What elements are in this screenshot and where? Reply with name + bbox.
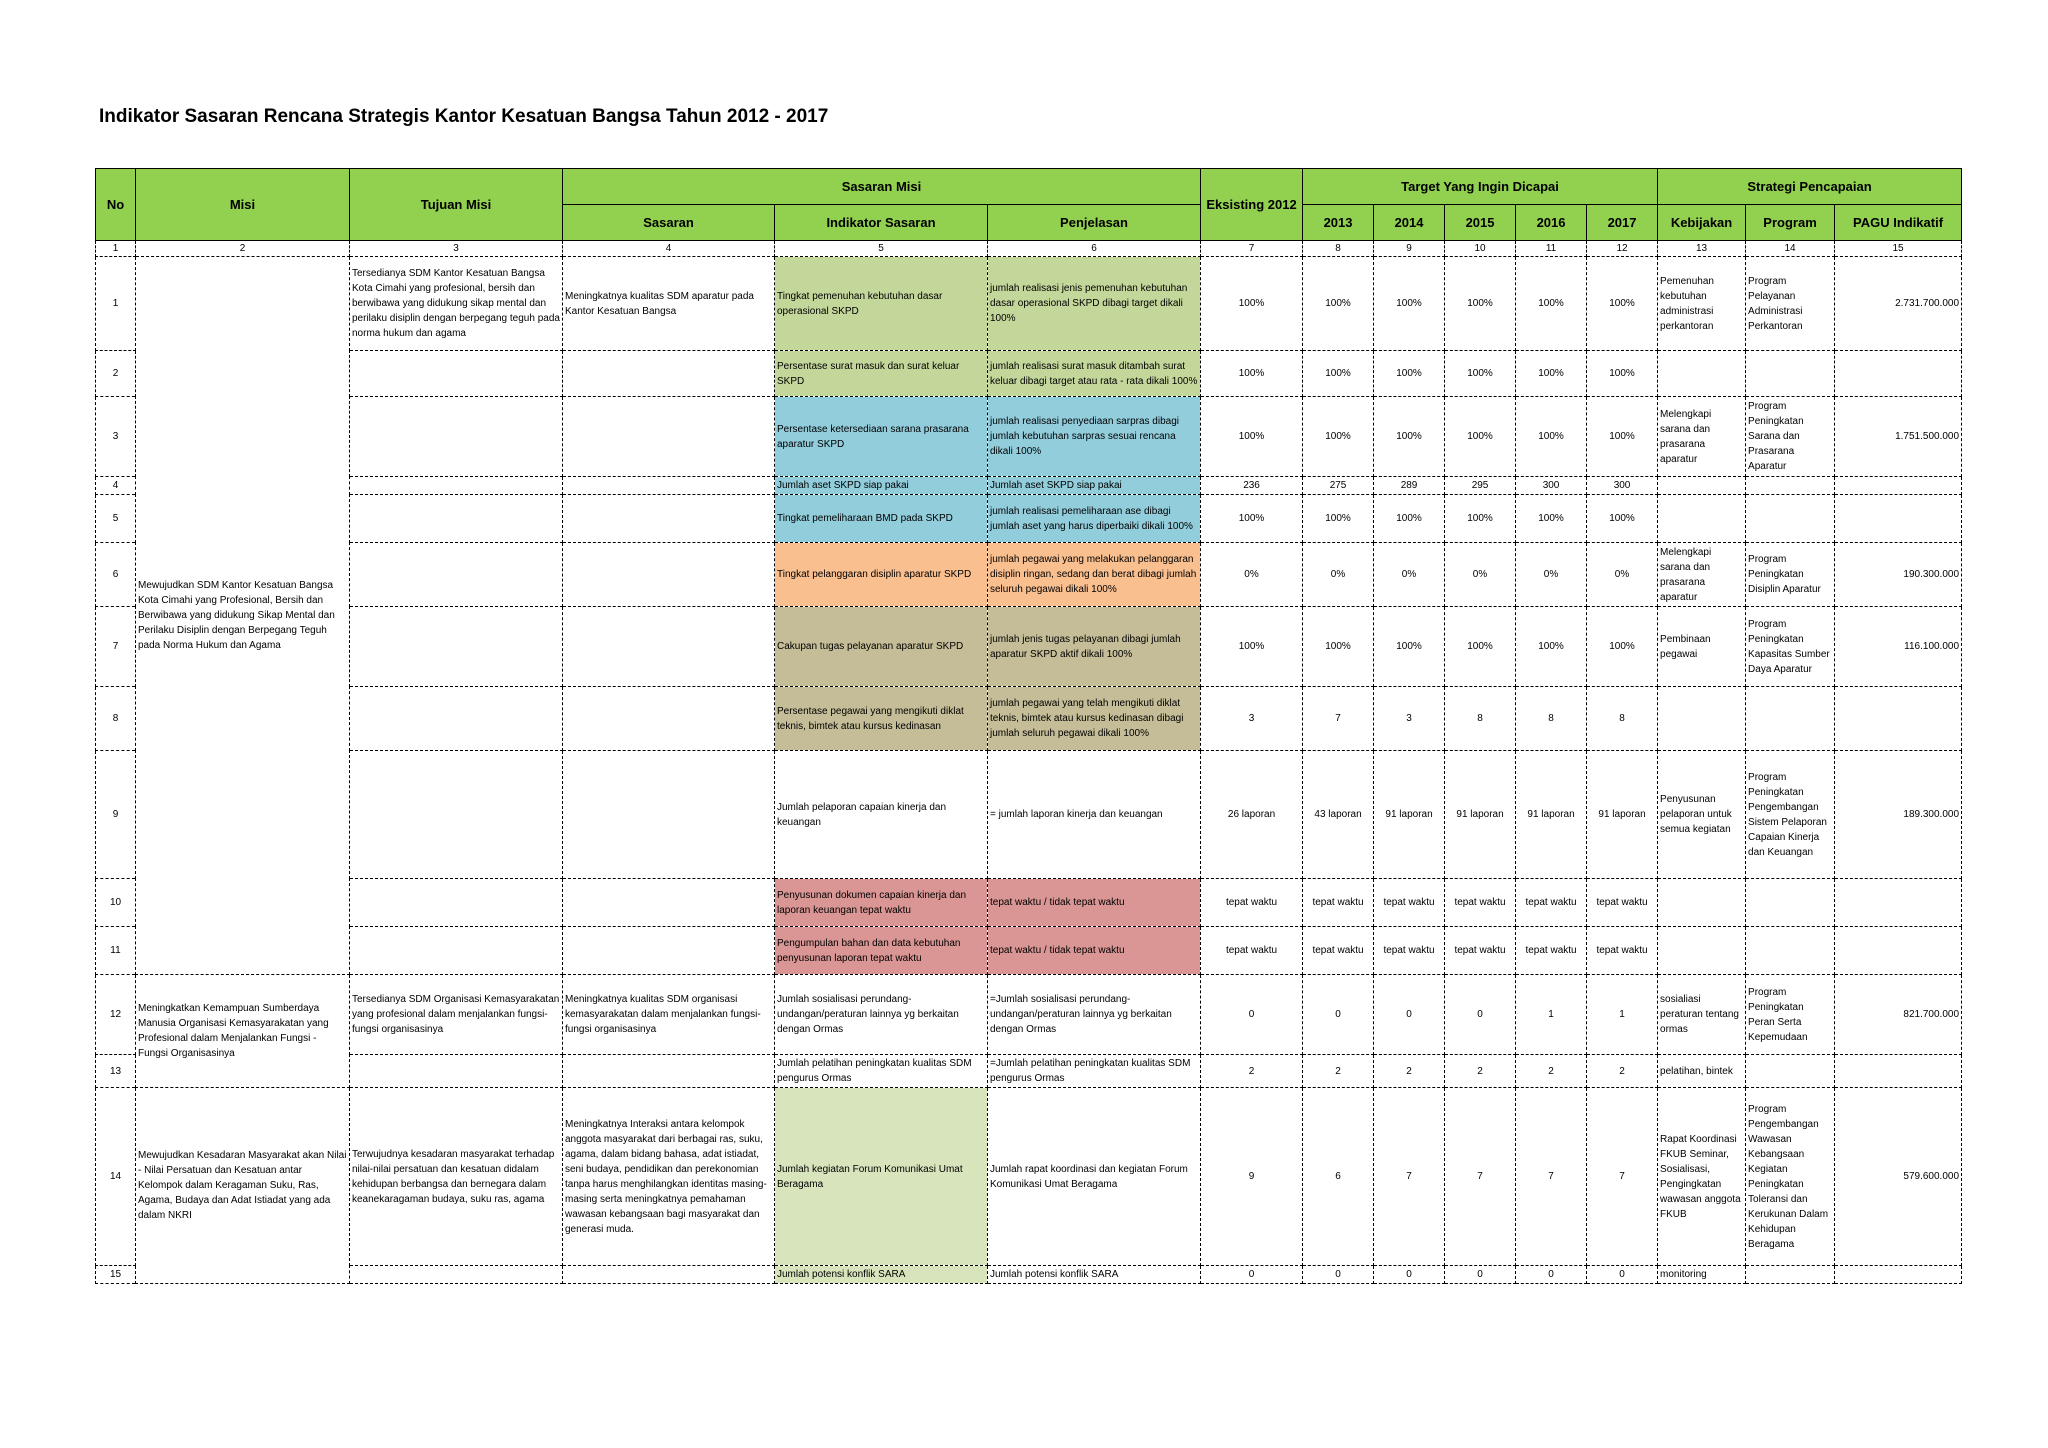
eksisting-cell: 0: [1201, 1266, 1303, 1284]
target-2016-cell: 300: [1516, 477, 1587, 495]
tujuan-cell: [350, 927, 563, 975]
target-2013-cell: 100%: [1303, 351, 1374, 397]
table-row: [96, 607, 1962, 687]
table-row: [96, 687, 1962, 751]
target-2015-cell: 7: [1445, 1088, 1516, 1266]
target-2013-cell: 43 laporan: [1303, 751, 1374, 879]
pagu-cell: [1835, 351, 1962, 397]
target-2013-cell: 100%: [1303, 257, 1374, 351]
row-number: 10: [96, 879, 136, 927]
target-2017-cell: 1: [1587, 975, 1658, 1055]
tujuan-cell: [350, 607, 563, 687]
program-cell: Program Peningkatan Disiplin Aparatur: [1746, 543, 1835, 607]
header-eksisting: Eksisting 2012: [1201, 169, 1303, 241]
sasaran-cell: [563, 1055, 775, 1088]
eksisting-cell: 100%: [1201, 495, 1303, 543]
program-cell: [1746, 879, 1835, 927]
pagu-cell: 116.100.000: [1835, 607, 1962, 687]
column-number: 7: [1201, 241, 1303, 257]
sasaran-cell: [563, 477, 775, 495]
target-2014-cell: 100%: [1374, 257, 1445, 351]
target-2014-cell: 2: [1374, 1055, 1445, 1088]
target-2013-cell: tepat waktu: [1303, 879, 1374, 927]
header-year-2015: 2015: [1445, 205, 1516, 241]
penjelasan-cell: tepat waktu / tidak tepat waktu: [988, 879, 1201, 927]
header-tujuan-misi: Tujuan Misi: [350, 169, 563, 241]
kebijakan-cell: [1658, 879, 1746, 927]
column-number: 2: [136, 241, 350, 257]
tujuan-cell: Tersedianya SDM Kantor Kesatuan Bangsa Kota Cimahi yang profesional, bersih dan berwibawa yang didukung sikap mental dan perilaku disiplin dengan berpegang teguh pada norma hukum dan agama: [350, 257, 563, 351]
eksisting-cell: 236: [1201, 477, 1303, 495]
target-2013-cell: 0: [1303, 975, 1374, 1055]
target-2016-cell: 91 laporan: [1516, 751, 1587, 879]
table-row: [96, 879, 1962, 927]
target-2015-cell: 100%: [1445, 397, 1516, 477]
target-2016-cell: tepat waktu: [1516, 879, 1587, 927]
tujuan-cell: [350, 879, 563, 927]
tujuan-cell: [350, 543, 563, 607]
misi-cell: Meningkatkan Kemampuan Sumberdaya Manusia Organisasi Kemasyarakatan yang Profesional dalam Menjalankan Fungsi - Fungsi Organisasinya: [136, 975, 350, 1088]
header-misi: Misi: [136, 169, 350, 241]
sasaran-cell: [563, 751, 775, 879]
pagu-cell: 1.751.500.000: [1835, 397, 1962, 477]
header-strategi: Strategi Pencapaian: [1658, 169, 1962, 205]
indikator-cell: Tingkat pelanggaran disiplin aparatur SKPD: [775, 543, 988, 607]
sasaran-cell: [563, 495, 775, 543]
eksisting-cell: 0: [1201, 975, 1303, 1055]
target-2017-cell: 2: [1587, 1055, 1658, 1088]
eksisting-cell: 3: [1201, 687, 1303, 751]
penjelasan-cell: jumlah pegawai yang melakukan pelanggaran disiplin ringan, sedang dan berat dibagi jumlah seluruh pegawai dikali 100%: [988, 543, 1201, 607]
program-cell: Program Pengembangan Wawasan Kebangsaan Kegiatan Peningkatan Toleransi dan Kerukunan Dalam Kehidupan Beragama: [1746, 1088, 1835, 1266]
indikator-cell: Penyusunan dokumen capaian kinerja dan laporan keuangan tepat waktu: [775, 879, 988, 927]
pagu-cell: 821.700.000: [1835, 975, 1962, 1055]
row-number: 8: [96, 687, 136, 751]
column-number: 4: [563, 241, 775, 257]
penjelasan-cell: jumlah pegawai yang telah mengikuti diklat teknis, bimtek atau kursus kedinasan dibagi jumlah seluruh pegawai dikali 100%: [988, 687, 1201, 751]
pagu-cell: [1835, 927, 1962, 975]
table-row: [96, 397, 1962, 477]
program-cell: [1746, 687, 1835, 751]
pagu-cell: [1835, 1055, 1962, 1088]
column-number: 15: [1835, 241, 1962, 257]
target-2014-cell: tepat waktu: [1374, 927, 1445, 975]
penjelasan-cell: Jumlah potensi konflik SARA: [988, 1266, 1201, 1284]
target-2017-cell: 100%: [1587, 607, 1658, 687]
row-number: 9: [96, 751, 136, 879]
eksisting-cell: 100%: [1201, 257, 1303, 351]
tujuan-cell: Tersedianya SDM Organisasi Kemasyarakatan yang profesional dalam menjalankan fungsi-fungsi organisasinya: [350, 975, 563, 1055]
program-cell: Program Peningkatan Peran Serta Kepemudaan: [1746, 975, 1835, 1055]
indikator-cell: Jumlah potensi konflik SARA: [775, 1266, 988, 1284]
header-kebijakan: Kebijakan: [1658, 205, 1746, 241]
kebijakan-cell: [1658, 927, 1746, 975]
header-penjelasan: Penjelasan: [988, 205, 1201, 241]
target-2014-cell: 0: [1374, 1266, 1445, 1284]
target-2013-cell: 275: [1303, 477, 1374, 495]
penjelasan-cell: jumlah jenis tugas pelayanan dibagi jumlah aparatur SKPD aktif dikali 100%: [988, 607, 1201, 687]
target-2016-cell: 8: [1516, 687, 1587, 751]
indikator-cell: Jumlah pelatihan peningkatan kualitas SDM pengurus Ormas: [775, 1055, 988, 1088]
table-row: [96, 1266, 1962, 1284]
table-row: [96, 1055, 1962, 1088]
indikator-cell: Tingkat pemenuhan kebutuhan dasar operasional SKPD: [775, 257, 988, 351]
target-2017-cell: 0%: [1587, 543, 1658, 607]
header-year-2017: 2017: [1587, 205, 1658, 241]
target-2014-cell: 7: [1374, 1088, 1445, 1266]
indikator-cell: Jumlah kegiatan Forum Komunikasi Umat Beragama: [775, 1088, 988, 1266]
target-2014-cell: 289: [1374, 477, 1445, 495]
column-number: 13: [1658, 241, 1746, 257]
sasaran-cell: [563, 351, 775, 397]
penjelasan-cell: jumlah realisasi pemeliharaan ase dibagi jumlah aset yang harus diperbaiki dikali 100%: [988, 495, 1201, 543]
target-2014-cell: 0%: [1374, 543, 1445, 607]
indikator-cell: Jumlah aset SKPD siap pakai: [775, 477, 988, 495]
row-number: 1: [96, 257, 136, 351]
target-2015-cell: 0: [1445, 1266, 1516, 1284]
eksisting-cell: tepat waktu: [1201, 879, 1303, 927]
misi-cell: Mewujudkan SDM Kantor Kesatuan Bangsa Kota Cimahi yang Profesional, Bersih dan Berwibawa yang didukung Sikap Mental dan Perilaku Disiplin dengan Berpegang Teguh pada Norma Hukum dan Agama: [136, 257, 350, 975]
target-2013-cell: 6: [1303, 1088, 1374, 1266]
kebijakan-cell: [1658, 495, 1746, 543]
pagu-cell: 189.300.000: [1835, 751, 1962, 879]
column-number: 6: [988, 241, 1201, 257]
sasaran-cell: Meningkatnya kualitas SDM organisasi kemasyarakatan dalam menjalankan fungsi-fungsi organisasinya: [563, 975, 775, 1055]
penjelasan-cell: jumlah realisasi surat masuk ditambah surat keluar dibagi target atau rata - rata dikali 100%: [988, 351, 1201, 397]
target-2016-cell: 100%: [1516, 495, 1587, 543]
indikator-cell: Tingkat pemeliharaan BMD pada SKPD: [775, 495, 988, 543]
tujuan-cell: [350, 687, 563, 751]
column-number: 14: [1746, 241, 1835, 257]
row-number: 2: [96, 351, 136, 397]
tujuan-cell: [350, 397, 563, 477]
target-2015-cell: tepat waktu: [1445, 879, 1516, 927]
column-number: 8: [1303, 241, 1374, 257]
pagu-cell: 579.600.000: [1835, 1088, 1962, 1266]
program-cell: Program Peningkatan Pengembangan Sistem Pelaporan Capaian Kinerja dan Keuangan: [1746, 751, 1835, 879]
row-number: 12: [96, 975, 136, 1055]
sasaran-cell: [563, 543, 775, 607]
target-2017-cell: tepat waktu: [1587, 927, 1658, 975]
program-cell: [1746, 1055, 1835, 1088]
target-2017-cell: 100%: [1587, 397, 1658, 477]
tujuan-cell: [350, 495, 563, 543]
column-number: 1: [96, 241, 136, 257]
target-2013-cell: 0: [1303, 1266, 1374, 1284]
indikator-cell: Pengumpulan bahan dan data kebutuhan penyusunan laporan tepat waktu: [775, 927, 988, 975]
target-2014-cell: 100%: [1374, 607, 1445, 687]
kebijakan-cell: Penyusunan pelaporan untuk semua kegiatan: [1658, 751, 1746, 879]
target-2014-cell: 100%: [1374, 495, 1445, 543]
program-cell: [1746, 1266, 1835, 1284]
target-2017-cell: 100%: [1587, 257, 1658, 351]
table-row: [96, 495, 1962, 543]
program-cell: Program Peningkatan Sarana dan Prasarana Aparatur: [1746, 397, 1835, 477]
tujuan-cell: [350, 1266, 563, 1284]
kebijakan-cell: sosialiasi peraturan tentang ormas: [1658, 975, 1746, 1055]
target-2013-cell: 7: [1303, 687, 1374, 751]
tujuan-cell: [350, 751, 563, 879]
target-2016-cell: 1: [1516, 975, 1587, 1055]
target-2015-cell: 295: [1445, 477, 1516, 495]
target-2014-cell: 3: [1374, 687, 1445, 751]
eksisting-cell: 9: [1201, 1088, 1303, 1266]
kebijakan-cell: pelatihan, bintek: [1658, 1055, 1746, 1088]
indikator-cell: Jumlah pelaporan capaian kinerja dan keuangan: [775, 751, 988, 879]
pagu-cell: 190.300.000: [1835, 543, 1962, 607]
misi-cell: Mewujudkan Kesadaran Masyarakat akan Nilai - Nilai Persatuan dan Kesatuan antar Kelompok dalam Keragaman Suku, Ras, Agama, Budaya dan Adat Istiadat yang ada dalam NKRI: [136, 1088, 350, 1284]
indikator-cell: Jumlah sosialisasi perundang-undangan/peraturan lainnya yg berkaitan dengan Ormas: [775, 975, 988, 1055]
table-row: [96, 1088, 1962, 1266]
target-2013-cell: 100%: [1303, 495, 1374, 543]
target-2016-cell: 100%: [1516, 351, 1587, 397]
kebijakan-cell: [1658, 351, 1746, 397]
program-cell: [1746, 477, 1835, 495]
header-no: No: [96, 169, 136, 241]
kebijakan-cell: [1658, 687, 1746, 751]
row-number: 11: [96, 927, 136, 975]
indikator-cell: Persentase pegawai yang mengikuti diklat teknis, bimtek atau kursus kedinasan: [775, 687, 988, 751]
target-2017-cell: 8: [1587, 687, 1658, 751]
column-number: 9: [1374, 241, 1445, 257]
eksisting-cell: tepat waktu: [1201, 927, 1303, 975]
row-number: 13: [96, 1055, 136, 1088]
target-2014-cell: 0: [1374, 975, 1445, 1055]
target-2017-cell: 300: [1587, 477, 1658, 495]
column-number: 10: [1445, 241, 1516, 257]
target-2015-cell: 91 laporan: [1445, 751, 1516, 879]
indikator-cell: Persentase ketersediaan sarana prasarana aparatur SKPD: [775, 397, 988, 477]
target-2013-cell: tepat waktu: [1303, 927, 1374, 975]
tujuan-cell: [350, 1055, 563, 1088]
sasaran-cell: [563, 927, 775, 975]
target-2015-cell: tepat waktu: [1445, 927, 1516, 975]
eksisting-cell: 26 laporan: [1201, 751, 1303, 879]
row-number: 15: [96, 1266, 136, 1284]
header-year-2016: 2016: [1516, 205, 1587, 241]
kebijakan-cell: Rapat Koordinasi FKUB Seminar, Sosialisasi, Pengingkatan wawasan anggota FKUB: [1658, 1088, 1746, 1266]
row-number: 6: [96, 543, 136, 607]
column-number: 5: [775, 241, 988, 257]
pagu-cell: [1835, 687, 1962, 751]
penjelasan-cell: jumlah realisasi jenis pemenuhan kebutuhan dasar operasional SKPD dibagi target dikali 100%: [988, 257, 1201, 351]
row-number: 14: [96, 1088, 136, 1266]
target-2015-cell: 100%: [1445, 607, 1516, 687]
sasaran-cell: [563, 1266, 775, 1284]
target-2013-cell: 100%: [1303, 397, 1374, 477]
target-2015-cell: 0%: [1445, 543, 1516, 607]
penjelasan-cell: = jumlah laporan kinerja dan keuangan: [988, 751, 1201, 879]
header-year-2014: 2014: [1374, 205, 1445, 241]
target-2013-cell: 100%: [1303, 607, 1374, 687]
program-cell: Program Peningkatan Kapasitas Sumber Daya Aparatur: [1746, 607, 1835, 687]
pagu-cell: [1835, 477, 1962, 495]
target-2016-cell: 100%: [1516, 607, 1587, 687]
eksisting-cell: 100%: [1201, 397, 1303, 477]
target-2013-cell: 2: [1303, 1055, 1374, 1088]
header-indikator: Indikator Sasaran: [775, 205, 988, 241]
target-2014-cell: 100%: [1374, 351, 1445, 397]
target-2016-cell: 100%: [1516, 257, 1587, 351]
header-program: Program: [1746, 205, 1835, 241]
table-row: [96, 975, 1962, 1055]
target-2016-cell: 100%: [1516, 397, 1587, 477]
penjelasan-cell: Jumlah rapat koordinasi dan kegiatan Forum Komunikasi Umat Beragama: [988, 1088, 1201, 1266]
target-2016-cell: 0: [1516, 1266, 1587, 1284]
header-sasaran: Sasaran: [563, 205, 775, 241]
row-number: 5: [96, 495, 136, 543]
target-2015-cell: 0: [1445, 975, 1516, 1055]
page-title: Indikator Sasaran Rencana Strategis Kantor Kesatuan Bangsa Tahun 2012 - 2017: [99, 106, 829, 127]
target-2014-cell: 91 laporan: [1374, 751, 1445, 879]
program-cell: [1746, 351, 1835, 397]
table-row: [96, 477, 1962, 495]
program-cell: [1746, 495, 1835, 543]
kebijakan-cell: Pembinaan pegawai: [1658, 607, 1746, 687]
table-row: [96, 751, 1962, 879]
sasaran-cell: [563, 397, 775, 477]
tujuan-cell: Terwujudnya kesadaran masyarakat terhadap nilai-nilai persatuan dan kesatuan didalam kehidupan berbangsa dan bernegara dalam keanekaragaman budaya, suku ras, agama: [350, 1088, 563, 1266]
tujuan-cell: [350, 477, 563, 495]
target-2017-cell: 0: [1587, 1266, 1658, 1284]
row-number: 3: [96, 397, 136, 477]
kebijakan-cell: Pemenuhan kebutuhan administrasi perkantoran: [1658, 257, 1746, 351]
program-cell: [1746, 927, 1835, 975]
sasaran-cell: Meningkatnya kualitas SDM aparatur pada Kantor Kesatuan Bangsa: [563, 257, 775, 351]
penjelasan-cell: =Jumlah pelatihan peningkatan kualitas SDM pengurus Ormas: [988, 1055, 1201, 1088]
penjelasan-cell: jumlah realisasi penyediaan sarpras dibagi jumlah kebutuhan sarpras sesuai rencana dikali 100%: [988, 397, 1201, 477]
row-number: 7: [96, 607, 136, 687]
target-2015-cell: 2: [1445, 1055, 1516, 1088]
pagu-cell: 2.731.700.000: [1835, 257, 1962, 351]
header-year-2013: 2013: [1303, 205, 1374, 241]
sasaran-cell: [563, 687, 775, 751]
target-2015-cell: 100%: [1445, 495, 1516, 543]
target-2015-cell: 8: [1445, 687, 1516, 751]
target-2017-cell: 100%: [1587, 495, 1658, 543]
pagu-cell: [1835, 879, 1962, 927]
eksisting-cell: 100%: [1201, 607, 1303, 687]
target-2015-cell: 100%: [1445, 257, 1516, 351]
target-2014-cell: tepat waktu: [1374, 879, 1445, 927]
target-2016-cell: 2: [1516, 1055, 1587, 1088]
header-sasaran-misi: Sasaran Misi: [563, 169, 1201, 205]
target-2017-cell: tepat waktu: [1587, 879, 1658, 927]
table-row: [96, 351, 1962, 397]
header-pagu: PAGU Indikatif: [1835, 205, 1962, 241]
strategic-indicator-table: [95, 168, 1962, 1284]
column-number: 12: [1587, 241, 1658, 257]
table-row: [96, 543, 1962, 607]
sasaran-cell: Meningkatnya Interaksi antara kelompok anggota masyarakat dari berbagai ras, suku, agama, dalam bidang bahasa, adat istiadat, seni budaya, pendidikan dan perekonomian tanpa harus menghilangkan identitas masing-masing serta meningkatnya pemahaman wawasan kebangsaan bagi masyarakat dan generasi muda.: [563, 1088, 775, 1266]
target-2017-cell: 7: [1587, 1088, 1658, 1266]
eksisting-cell: 100%: [1201, 351, 1303, 397]
table-row: [96, 257, 1962, 351]
eksisting-cell: 0%: [1201, 543, 1303, 607]
target-2013-cell: 0%: [1303, 543, 1374, 607]
eksisting-cell: 2: [1201, 1055, 1303, 1088]
kebijakan-cell: monitoring: [1658, 1266, 1746, 1284]
target-2017-cell: 100%: [1587, 351, 1658, 397]
target-2016-cell: tepat waktu: [1516, 927, 1587, 975]
column-number: 11: [1516, 241, 1587, 257]
program-cell: Program Pelayanan Administrasi Perkantoran: [1746, 257, 1835, 351]
pagu-cell: [1835, 1266, 1962, 1284]
sasaran-cell: [563, 607, 775, 687]
target-2017-cell: 91 laporan: [1587, 751, 1658, 879]
penjelasan-cell: tepat waktu / tidak tepat waktu: [988, 927, 1201, 975]
table-row: [96, 927, 1962, 975]
column-number: 3: [350, 241, 563, 257]
penjelasan-cell: =Jumlah sosialisasi perundang-undangan/peraturan lainnya yg berkaitan dengan Ormas: [988, 975, 1201, 1055]
sasaran-cell: [563, 879, 775, 927]
target-2014-cell: 100%: [1374, 397, 1445, 477]
header-target: Target Yang Ingin Dicapai: [1303, 169, 1658, 205]
target-2016-cell: 0%: [1516, 543, 1587, 607]
kebijakan-cell: [1658, 477, 1746, 495]
kebijakan-cell: Melengkapi sarana dan prasarana aparatur: [1658, 397, 1746, 477]
kebijakan-cell: Melengkapi sarana dan prasarana aparatur: [1658, 543, 1746, 607]
row-number: 4: [96, 477, 136, 495]
indikator-cell: Cakupan tugas pelayanan aparatur SKPD: [775, 607, 988, 687]
target-2016-cell: 7: [1516, 1088, 1587, 1266]
indikator-cell: Persentase surat masuk dan surat keluar SKPD: [775, 351, 988, 397]
target-2015-cell: 100%: [1445, 351, 1516, 397]
pagu-cell: [1835, 495, 1962, 543]
tujuan-cell: [350, 351, 563, 397]
penjelasan-cell: Jumlah aset SKPD siap pakai: [988, 477, 1201, 495]
